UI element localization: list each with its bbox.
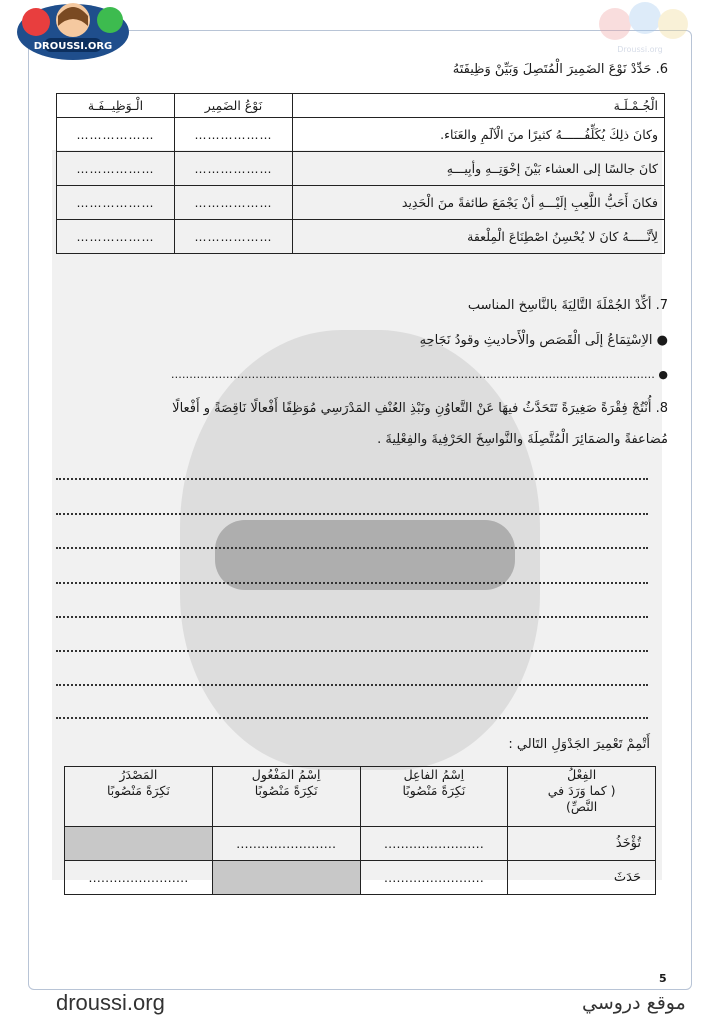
table-row	[65, 861, 656, 895]
table-header-row	[65, 767, 656, 827]
page-number: 5	[659, 972, 667, 985]
passive-participle-shaded-cell	[212, 861, 360, 895]
writing-line[interactable]	[56, 616, 648, 618]
active-participle-blank[interactable]: ……………………	[360, 827, 508, 861]
droussi-watermark-logo	[585, 0, 695, 56]
masdar-shaded-cell	[65, 827, 213, 861]
q8-prompt-line2: مُضاعفةً والضمَائِرَ الْمُتَّصِلَةَ والنَّواسِخَ الحَرْفِيةَ والفِعْلِيةَ .	[377, 432, 668, 447]
col-verb-header: الفِعْلُ ( كما وَرَدَ في النَّصِّ)	[508, 767, 656, 827]
pronoun-table	[56, 93, 665, 254]
q7-answer-line[interactable]: ● ……………………………………………………………………………………………………………………	[170, 368, 668, 381]
q7-title: 7. أكِّدْ الجُمْلَةَ التَّالِيَةَ بالنَّاسِخ المناسب	[467, 298, 668, 313]
pronoun-type-blank[interactable]: ………………	[175, 118, 293, 152]
bullet-dot: ●	[654, 368, 668, 381]
svg-text:Droussi.org: Droussi.org	[617, 45, 663, 54]
footer-site-right: موقع دروسي	[582, 992, 686, 1014]
writing-line[interactable]	[56, 582, 648, 584]
droussi-logo	[14, 0, 132, 62]
active-participle-blank[interactable]: ……………………	[360, 861, 508, 895]
table-row	[57, 118, 665, 152]
q9-title: أَتْمِمْ تَعْمِيرَ الجَدْوَلِ التَالي :	[508, 737, 650, 752]
col-masdar-header: المَصْدَرُ نَكِرَةً مَنْصُوبًا	[65, 767, 213, 827]
passive-participle-blank[interactable]: ……………………	[212, 827, 360, 861]
function-blank[interactable]: ………………	[57, 186, 175, 220]
q8-prompt-line1: 8. أُنْتُجْ فِقْرَةً صَغِيرَةً تَتَحَدَّثُ فيهَا عَنْ التَّعاوُنِ ونَبْذِ العُنْفِ المَدْرَسِي مُوَظِفًا أَفْعالًا نَاقِصَةً و أَفْعالًا	[172, 401, 668, 416]
table-row	[57, 186, 665, 220]
pronoun-type-blank[interactable]: ………………	[175, 220, 293, 254]
q7-sentence: الاِسْتِمَاعُ إلَى الْقَصَص والْأَحاديثِ وقودُ نَجَاحِهِ	[419, 333, 653, 348]
function-blank[interactable]: ………………	[57, 118, 175, 152]
writing-line[interactable]	[56, 684, 648, 686]
derivation-table	[64, 766, 656, 895]
q7-bullet-sentence	[420, 333, 668, 348]
verb-cell: حَدَثَ	[508, 861, 656, 895]
writing-line[interactable]	[56, 513, 648, 515]
function-blank[interactable]: ………………	[57, 220, 175, 254]
table-header-row	[57, 94, 665, 118]
sentence-cell: كانَ جالسًا إلى العشاء بَيْنَ إخْوَتِــهِ وأبِيـــهِ	[293, 152, 665, 186]
table-row	[57, 220, 665, 254]
col-passive-participle-header: اِسْمُ المَفْعُول نَكِرَةً مَنْصُوبًا	[212, 767, 360, 827]
verb-cell: تُؤْخَذُ	[508, 827, 656, 861]
masdar-blank[interactable]: ……………………	[65, 861, 213, 895]
watermark-sunglasses	[215, 520, 515, 590]
col-function-header: الْـوَظِيــفَـة	[57, 94, 175, 118]
sentence-cell: لِأنَّـــــهُ كانَ لا يُحْسِنُ اصْطِنَاعَ الْمِلْعقة	[293, 220, 665, 254]
writing-line[interactable]	[56, 650, 648, 652]
function-blank[interactable]: ………………	[57, 152, 175, 186]
pronoun-type-blank[interactable]: ………………	[175, 186, 293, 220]
svg-text:DROUSSI.ORG: DROUSSI.ORG	[33, 41, 113, 52]
writing-line[interactable]	[56, 717, 648, 719]
q6-title: 6. حَدِّدْ نَوْعَ الضَمِيرَ الْمُتَصِلَ وَبَيِّنْ وَظِيفَتَهُ	[452, 62, 668, 77]
sentence-cell: وكانَ ذلِكَ يُكَلِّفُــــــهُ كثيرًا منَ الْآلَمِ والعَنَاء.	[293, 118, 665, 152]
bullet-dot: ●	[652, 333, 668, 348]
table-row	[57, 152, 665, 186]
writing-line[interactable]	[56, 547, 648, 549]
pronoun-type-blank[interactable]: ………………	[175, 152, 293, 186]
table-row	[65, 827, 656, 861]
sentence-cell: فكانَ أَحَبُّ اللَّعِبِ إلَيْـــهِ أنْ يَجْمَعَ طائفةً منَ الْحَدِيد	[293, 186, 665, 220]
footer-site-left: droussi.org	[56, 990, 165, 1015]
col-sentence-header: الْجُـمْـلَـة	[293, 94, 665, 118]
writing-line[interactable]	[56, 478, 648, 480]
col-active-participle-header: اِسْمُ الفاعِل نَكِرَةً مَنْصُوبًا	[360, 767, 508, 827]
col-pronoun-type-header: نَوْعُ الضَمِير	[175, 94, 293, 118]
